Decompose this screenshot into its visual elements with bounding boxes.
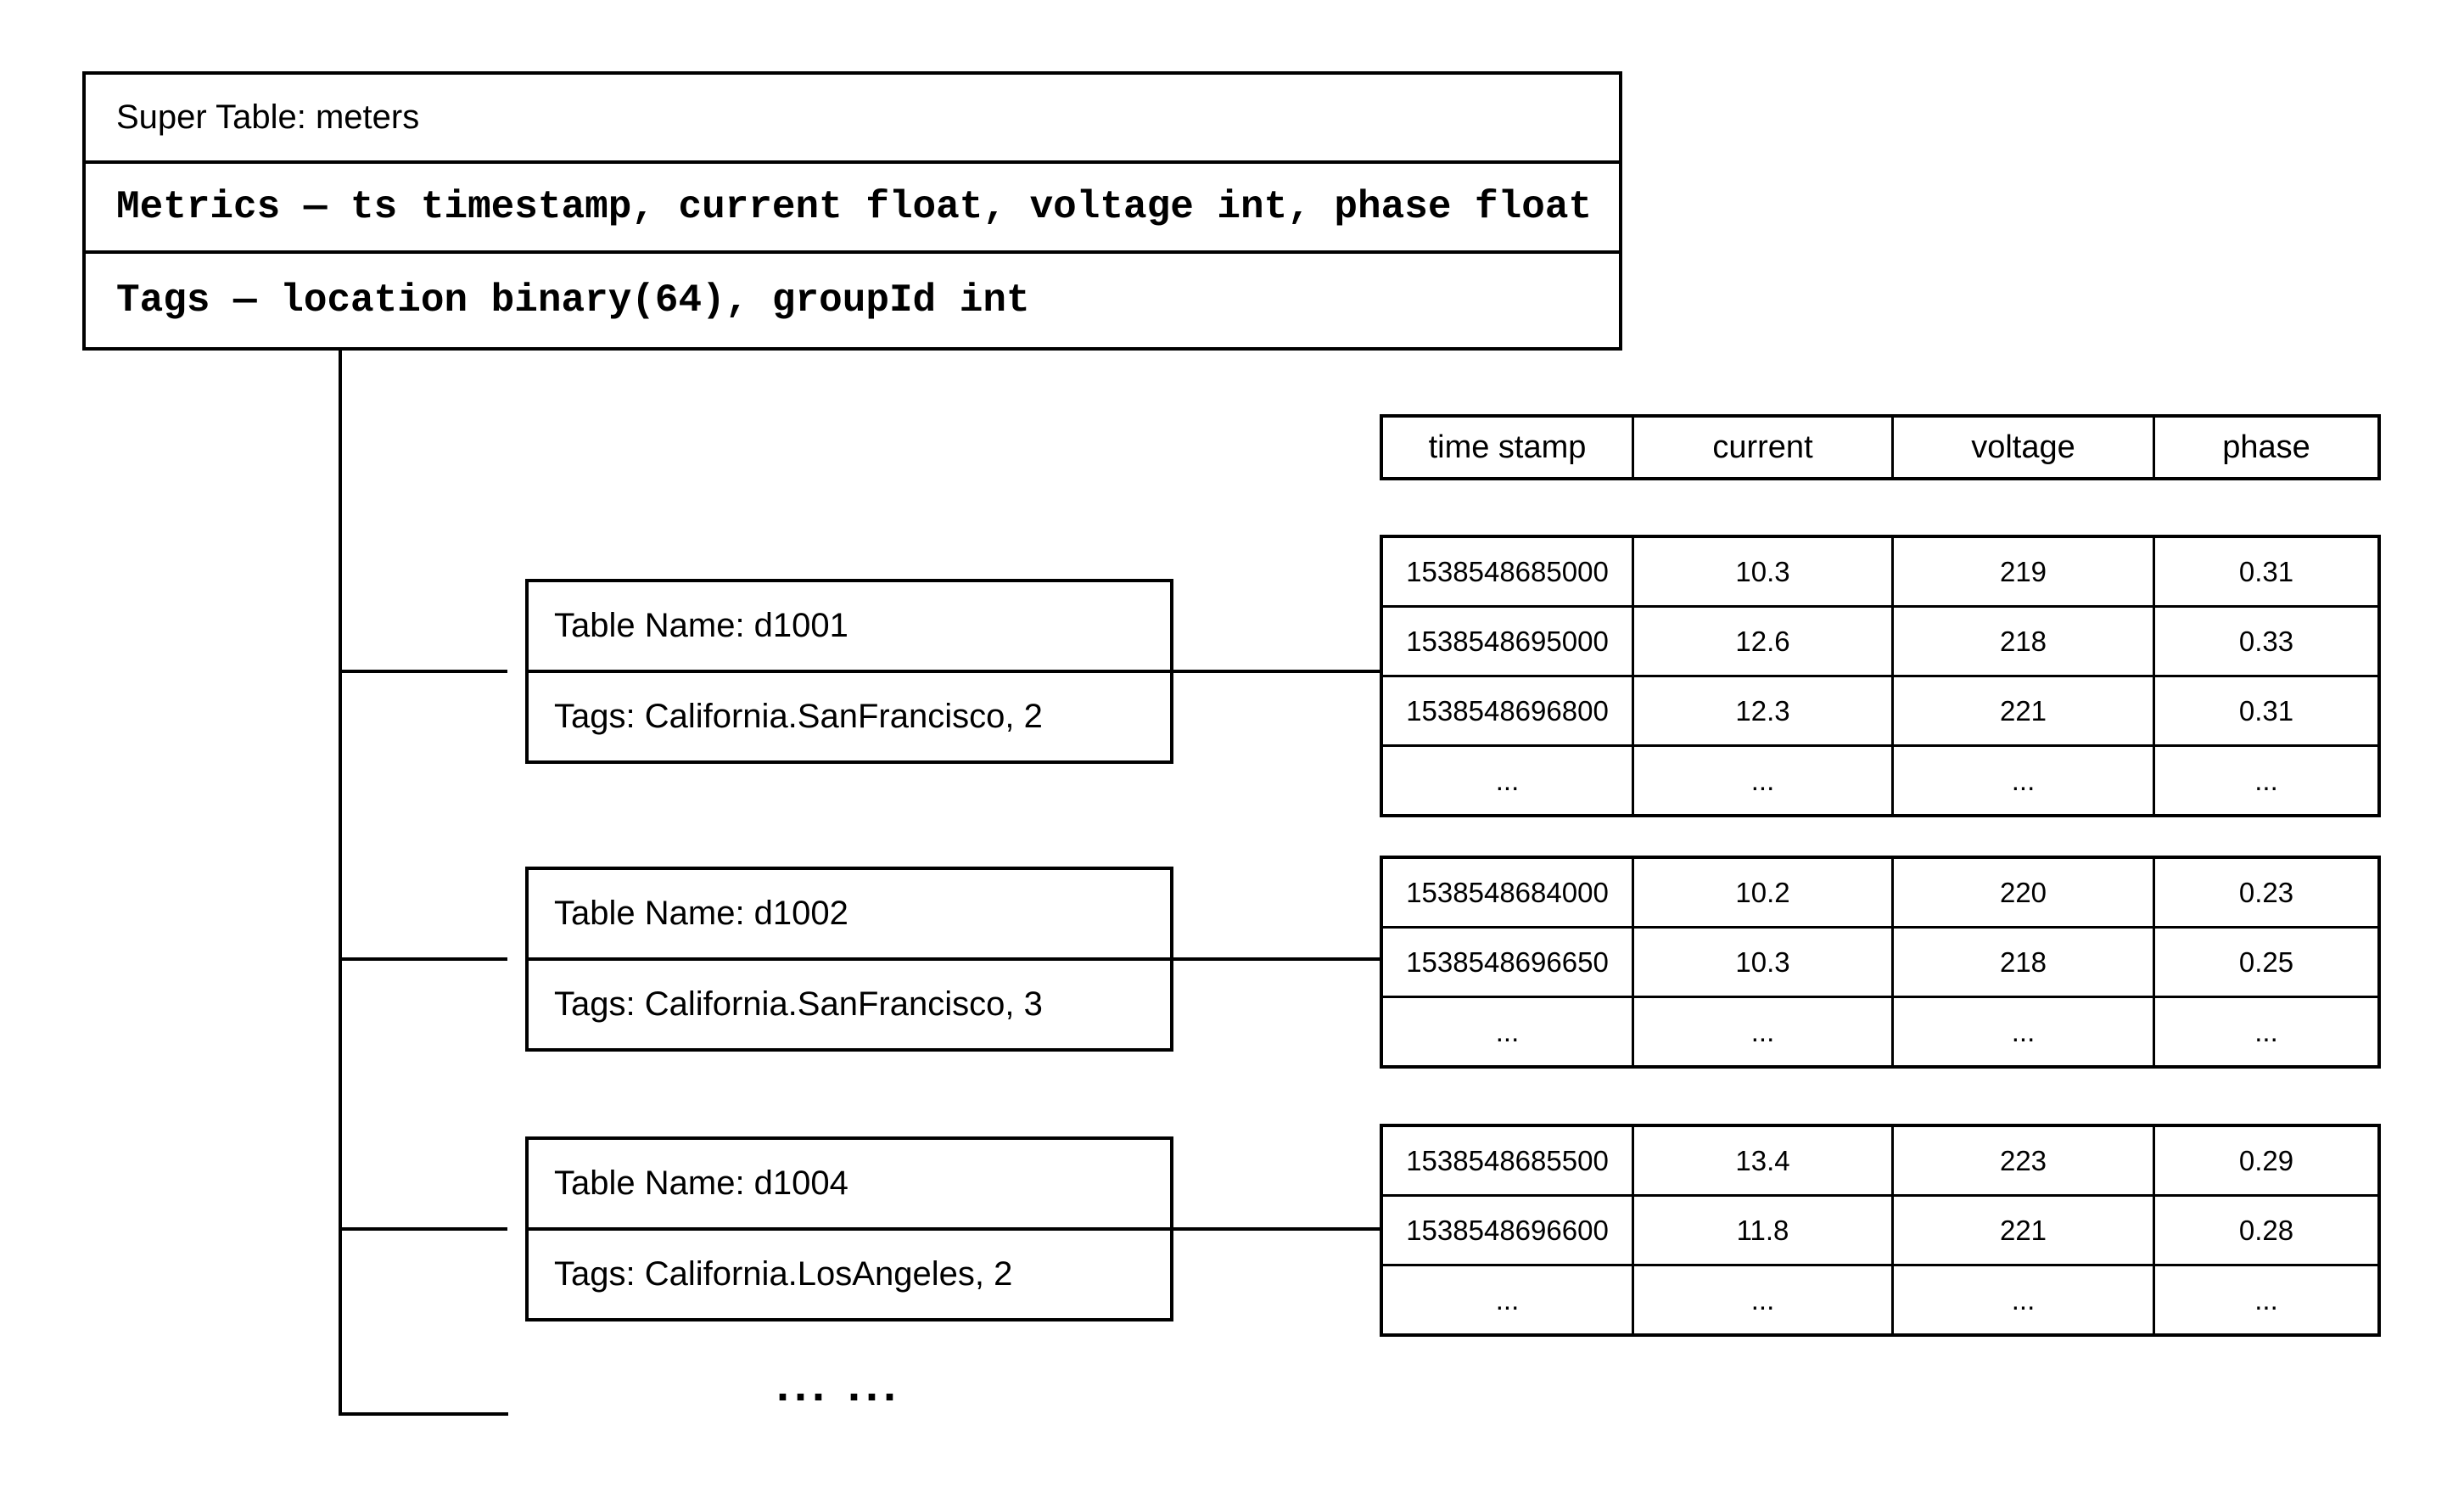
table-cell: 219 [1894, 538, 2153, 605]
table-cell: 0.31 [2155, 677, 2377, 744]
table-cell: 1538548696800 [1383, 677, 1632, 744]
device-box-1 [525, 867, 1173, 1052]
table-cell: ... [1383, 747, 1632, 814]
table-cell: 13.4 [1634, 1127, 1891, 1194]
branch-line-1 [339, 957, 507, 961]
table-cell: 12.6 [1634, 608, 1891, 675]
super-table-metrics: Metrics — ts timestamp, current float, voltage int, phase float [86, 160, 1619, 250]
super-table-title: Super Table: meters [86, 75, 1619, 160]
table-cell: 221 [1894, 677, 2153, 744]
table-cell: 1538548696600 [1383, 1197, 1632, 1264]
data-table-2 [1380, 1124, 2381, 1337]
table-cell: 218 [1894, 929, 2153, 996]
table-cell: ... [2155, 747, 2377, 814]
device-name-row: Table Name: d1001 [529, 582, 1170, 670]
table-cell: ... [1383, 998, 1632, 1065]
header-cell-0: time stamp [1383, 418, 1632, 477]
table-cell: ... [1383, 1266, 1632, 1333]
table-cell: 1538548685500 [1383, 1127, 1632, 1194]
table-cell: ... [2155, 1266, 2377, 1333]
table-cell: 11.8 [1634, 1197, 1891, 1264]
table-cell: 12.3 [1634, 677, 1891, 744]
data-header-row [1380, 414, 2381, 480]
table-cell: ... [1894, 998, 2153, 1065]
table-cell: 220 [1894, 859, 2153, 926]
table-cell: 0.23 [2155, 859, 2377, 926]
trunk-line [339, 351, 342, 1416]
table-cell: 0.33 [2155, 608, 2377, 675]
table-cell: 1538548684000 [1383, 859, 1632, 926]
table-cell: ... [1634, 1266, 1891, 1333]
super-table-box [82, 71, 1622, 351]
data-table-1 [1380, 856, 2381, 1069]
table-cell: 0.29 [2155, 1127, 2377, 1194]
table-cell: 0.28 [2155, 1197, 2377, 1264]
table-cell: ... [1894, 1266, 2153, 1333]
device-tags-row: Tags: California.LosAngeles, 2 [529, 1227, 1170, 1318]
table-cell: 221 [1894, 1197, 2153, 1264]
table-cell: 218 [1894, 608, 2153, 675]
table-cell: 1538548695000 [1383, 608, 1632, 675]
device-name-row: Table Name: d1002 [529, 870, 1170, 957]
table-cell: 1538548696650 [1383, 929, 1632, 996]
data-table-0 [1380, 535, 2381, 817]
super-table-tags: Tags — location binary(64), groupId int [86, 250, 1619, 347]
header-cell-1: current [1634, 418, 1891, 477]
table-cell: 1538548685000 [1383, 538, 1632, 605]
header-cell-3: phase [2155, 418, 2377, 477]
table-cell: ... [1634, 747, 1891, 814]
branch-line-2 [339, 1227, 507, 1231]
device-connector-line-2 [1167, 1227, 1380, 1231]
more-tables-ellipsis: ... ... [776, 1360, 902, 1411]
header-cell-2: voltage [1894, 418, 2153, 477]
device-box-0 [525, 579, 1173, 764]
table-cell: 10.2 [1634, 859, 1891, 926]
branch-line-0 [339, 670, 507, 673]
table-cell: 223 [1894, 1127, 2153, 1194]
bottom-branch-line [339, 1412, 508, 1416]
device-tags-row: Tags: California.SanFrancisco, 3 [529, 957, 1170, 1048]
table-cell: ... [2155, 998, 2377, 1065]
table-cell: ... [1894, 747, 2153, 814]
device-tags-row: Tags: California.SanFrancisco, 2 [529, 670, 1170, 760]
table-cell: 10.3 [1634, 538, 1891, 605]
table-cell: 0.31 [2155, 538, 2377, 605]
table-cell: ... [1634, 998, 1891, 1065]
device-connector-line-0 [1167, 670, 1380, 673]
table-cell: 0.25 [2155, 929, 2377, 996]
table-cell: 10.3 [1634, 929, 1891, 996]
device-box-2 [525, 1136, 1173, 1321]
device-connector-line-1 [1167, 957, 1380, 961]
device-name-row: Table Name: d1004 [529, 1140, 1170, 1227]
